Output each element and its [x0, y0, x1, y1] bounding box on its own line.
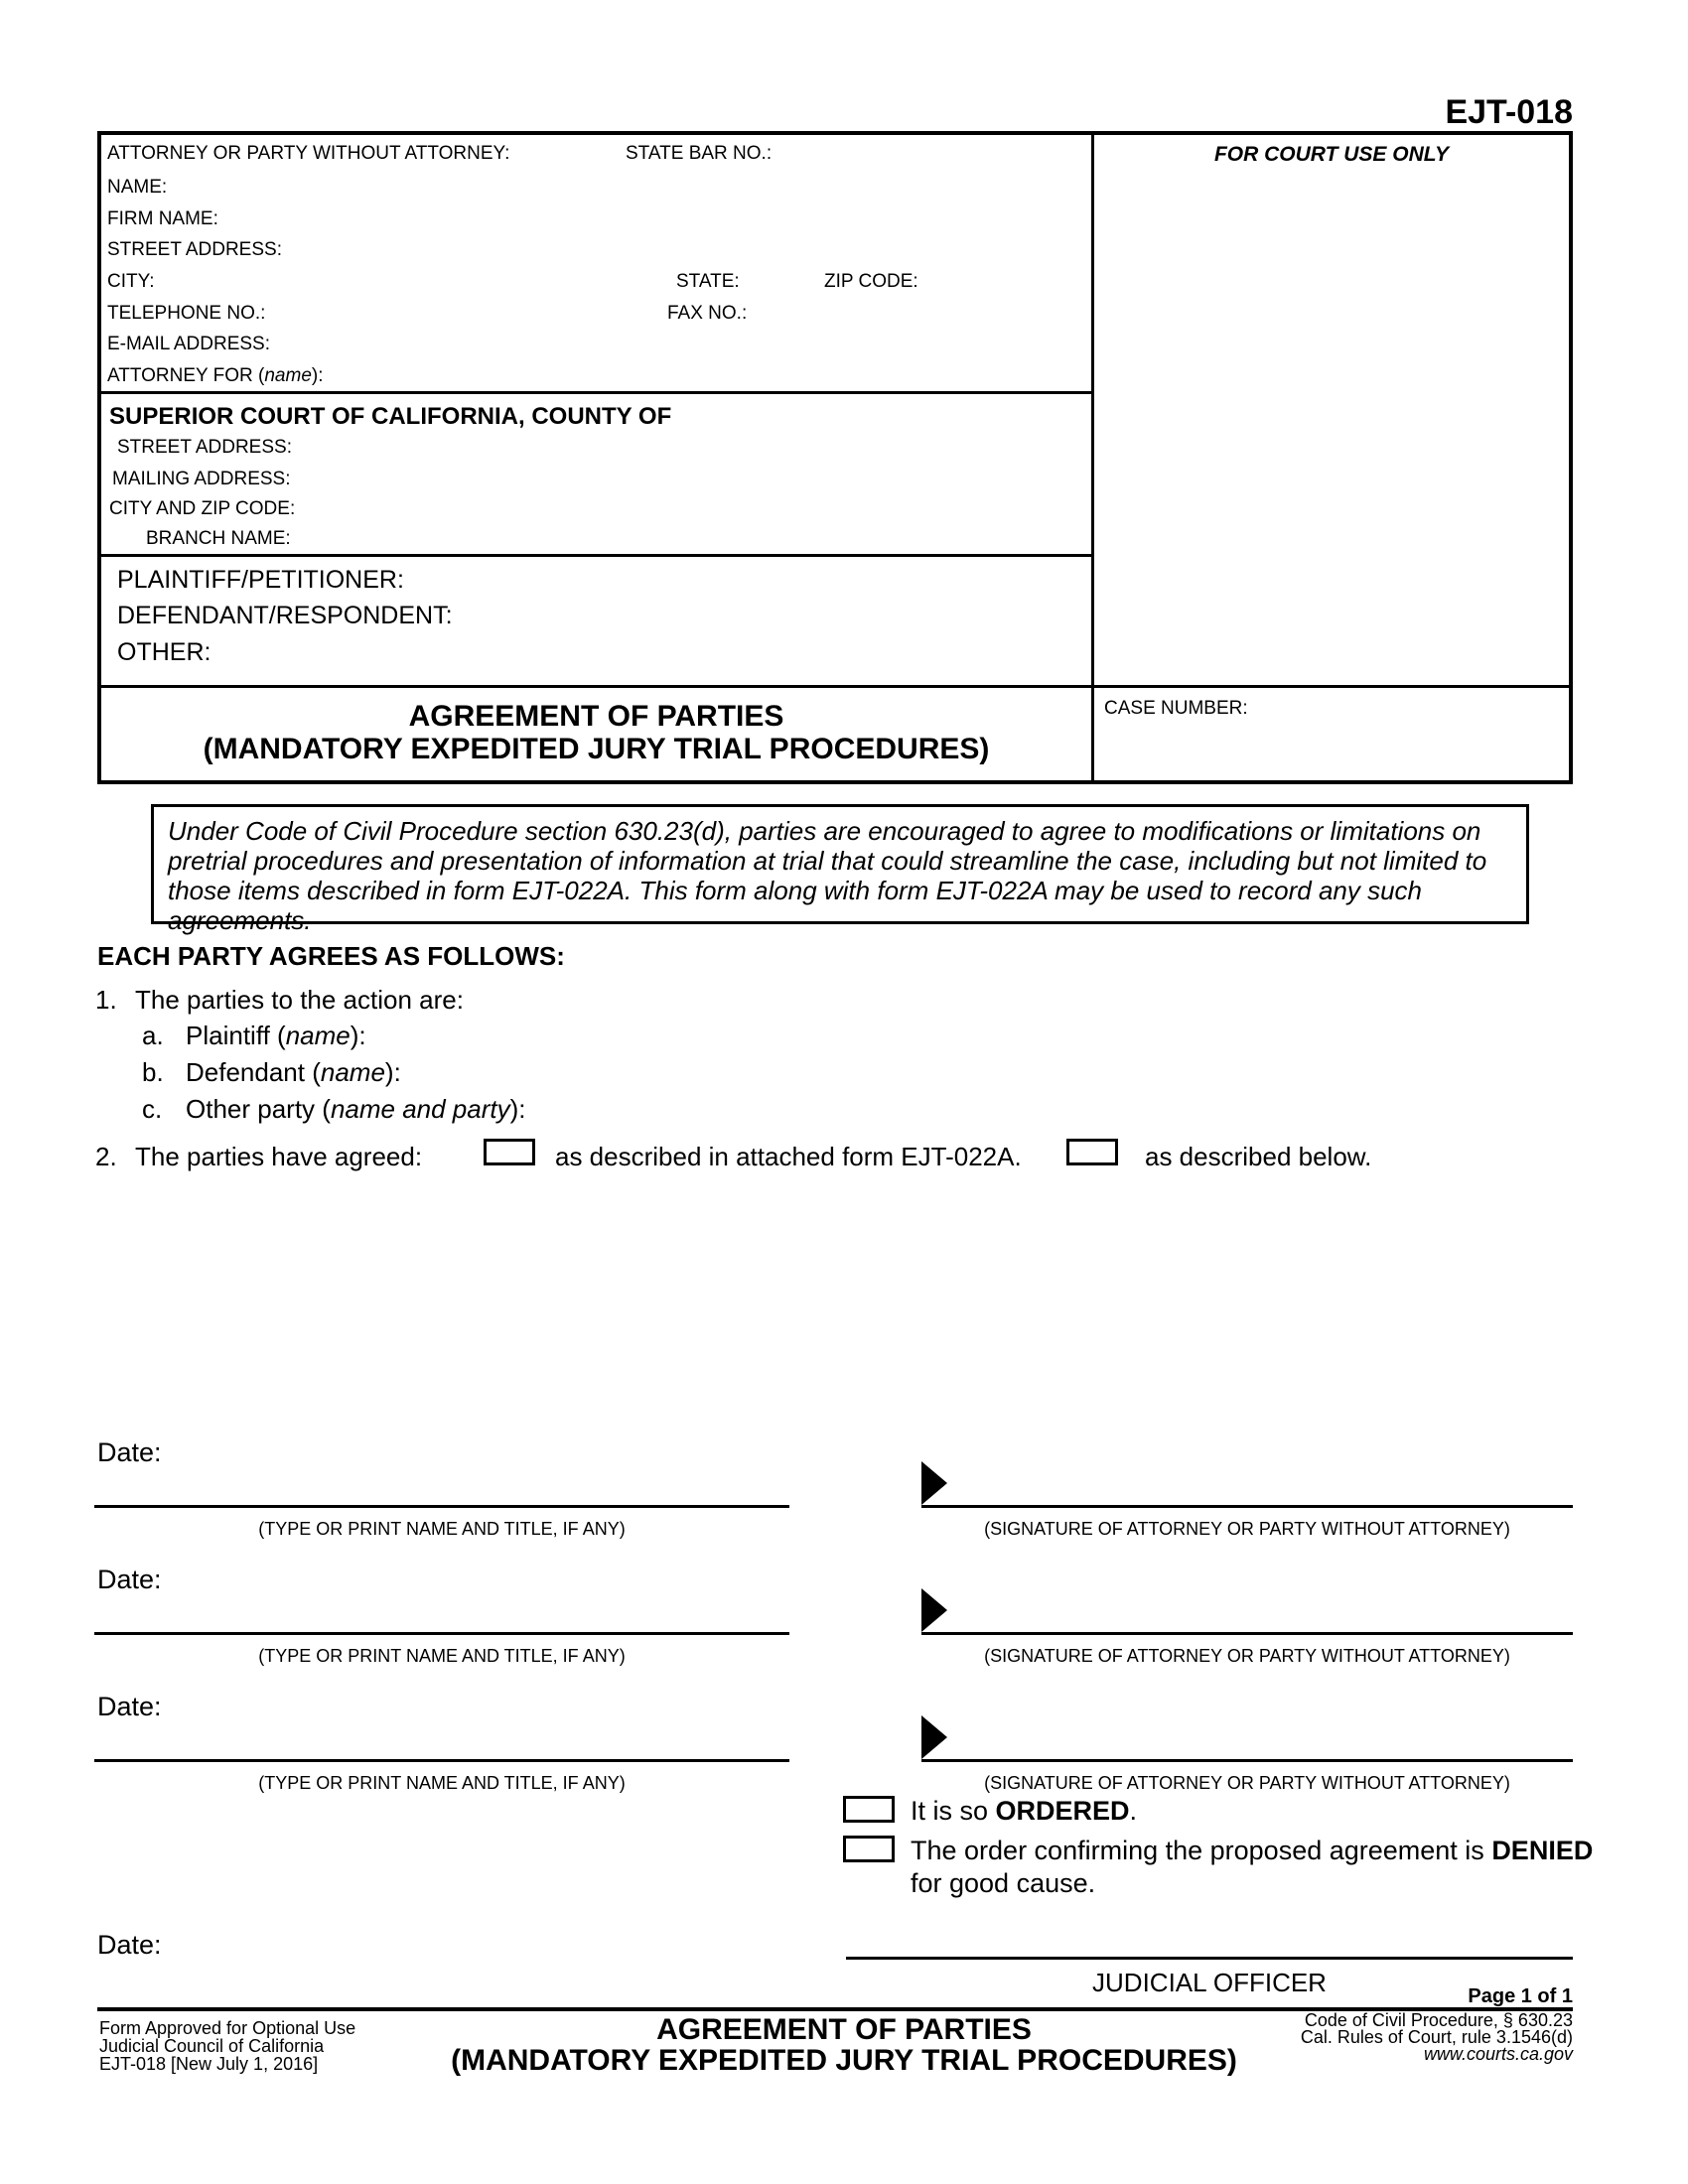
- date-label: Date:: [97, 1565, 162, 1594]
- item-1a-text: Plaintiff (name):: [186, 1021, 366, 1050]
- footer-approval-line3: EJT-018 [New July 1, 2016]: [99, 2054, 319, 2074]
- signature-row-2: [0, 1565, 1688, 1692]
- state-bar-label: STATE BAR NO.:: [626, 143, 773, 164]
- item-1-text: The parties to the action are:: [135, 985, 464, 1015]
- footer-approval-block: [99, 2019, 355, 2073]
- signature-line[interactable]: [921, 1759, 1573, 1762]
- footer-title-line2: (MANDATORY EXPEDITED JURY TRIAL PROCEDURES): [451, 2044, 1237, 2077]
- judicial-officer-label: JUDICIAL OFFICER: [1092, 1968, 1327, 1997]
- defendant-label: DEFENDANT/RESPONDENT:: [117, 602, 453, 629]
- court-mailing-label: MAILING ADDRESS:: [112, 469, 291, 489]
- firm-name-label: FIRM NAME:: [107, 208, 218, 229]
- date-label: Date:: [97, 1437, 162, 1467]
- state-label: STATE:: [676, 271, 740, 292]
- signature-arrow-icon: [921, 1588, 947, 1632]
- name-line-caption: (TYPE OR PRINT NAME AND TITLE, IF ANY): [258, 1646, 626, 1666]
- ordered-label: It is so ORDERED.: [911, 1796, 1138, 1826]
- signature-line[interactable]: [921, 1632, 1573, 1635]
- case-number-section: [1094, 688, 1569, 780]
- footer-website: www.courts.ca.gov: [1423, 2044, 1573, 2064]
- footer-citation-block: [1076, 2012, 1573, 2063]
- item-1a-letter: a.: [142, 1021, 164, 1050]
- item-2-option2-label: as described below.: [1145, 1142, 1372, 1171]
- city-label: CITY:: [107, 271, 155, 292]
- item-2-option1-label: as described in attached form EJT-022A.: [555, 1142, 1022, 1171]
- agreement-heading: EACH PARTY AGREES AS FOLLOWS:: [97, 941, 565, 971]
- footer-approval-line1: Form Approved for Optional Use: [99, 2018, 356, 2038]
- ejt022a-checkbox[interactable]: [484, 1139, 535, 1165]
- ordered-checkbox[interactable]: [843, 1796, 895, 1823]
- form-title-line1: AGREEMENT OF PARTIES: [408, 700, 784, 733]
- signature-line-caption: (SIGNATURE OF ATTORNEY OR PARTY WITHOUT ATTORNEY): [984, 1773, 1510, 1793]
- zip-code-label: ZIP CODE:: [824, 271, 918, 292]
- court-use-section: [1094, 135, 1569, 688]
- form-title-line2: (MANDATORY EXPEDITED JURY TRIAL PROCEDURES): [203, 733, 990, 765]
- footer-citation-line1: Code of Civil Procedure, § 630.23: [1304, 2010, 1573, 2030]
- name-line[interactable]: [94, 1632, 789, 1635]
- signature-row-1: [0, 1437, 1688, 1565]
- name-line[interactable]: [94, 1759, 789, 1762]
- fax-label: FAX NO.:: [667, 303, 748, 324]
- described-below-checkbox[interactable]: [1066, 1139, 1118, 1165]
- name-line-caption: (TYPE OR PRINT NAME AND TITLE, IF ANY): [258, 1773, 626, 1793]
- item-1-number: 1.: [95, 985, 117, 1015]
- name-line[interactable]: [94, 1505, 789, 1508]
- denied-label-line1: The order confirming the proposed agreement is DENIED: [911, 1836, 1594, 1865]
- caption-box: [97, 131, 1573, 784]
- denied-checkbox[interactable]: [843, 1836, 895, 1862]
- court-section: [101, 394, 1094, 557]
- street-address-label: STREET ADDRESS:: [107, 239, 282, 260]
- item-1b: [142, 1057, 401, 1088]
- attorney-party-label: ATTORNEY OR PARTY WITHOUT ATTORNEY:: [107, 143, 510, 164]
- signature-line[interactable]: [921, 1505, 1573, 1508]
- telephone-label: TELEPHONE NO.:: [107, 303, 266, 324]
- item-1b-text: Defendant (name):: [186, 1057, 401, 1087]
- superior-court-title: SUPERIOR COURT OF CALIFORNIA, COUNTY OF: [109, 403, 672, 430]
- page-number: Page 1 of 1: [1468, 1985, 1573, 2007]
- form-number: EJT-018: [1445, 93, 1573, 131]
- notice-text: Under Code of Civil Procedure section 630.23(d), parties are encouraged to agree to modifications or limitations on pretrial procedures and presentation of information at trial that could streamline the case, including but not limited to those items described in form EJT-022A. This form along with form EJT-022A may be used to record any such agreements.: [168, 816, 1487, 935]
- judge-date-label: Date:: [97, 1930, 162, 1960]
- footer-title-line1: AGREEMENT OF PARTIES: [656, 2013, 1032, 2046]
- item-1c-letter: c.: [142, 1094, 163, 1124]
- name-line-caption: (TYPE OR PRINT NAME AND TITLE, IF ANY): [258, 1519, 626, 1539]
- signature-line-caption: (SIGNATURE OF ATTORNEY OR PARTY WITHOUT ATTORNEY): [984, 1646, 1510, 1666]
- other-label: OTHER:: [117, 638, 211, 666]
- signature-arrow-icon: [921, 1461, 947, 1505]
- court-street-label: STREET ADDRESS:: [117, 437, 292, 458]
- court-branch-label: BRANCH NAME:: [146, 528, 291, 549]
- name-label: NAME:: [107, 177, 168, 198]
- date-label: Date:: [97, 1692, 162, 1721]
- notice-box: [151, 804, 1529, 935]
- item-1c-text: Other party (name and party):: [186, 1094, 526, 1124]
- item-2-text: The parties have agreed:: [135, 1142, 423, 1171]
- footer-approval-line2: Judicial Council of California: [99, 2036, 325, 2056]
- plaintiff-label: PLAINTIFF/PETITIONER:: [117, 566, 404, 594]
- attorney-section: [101, 135, 1094, 394]
- signature-arrow-icon: [921, 1715, 947, 1759]
- item-1: [95, 985, 464, 1016]
- court-city-zip-label: CITY AND ZIP CODE:: [109, 498, 296, 519]
- footer-citation-line2: Cal. Rules of Court, rule 3.1546(d): [1300, 2027, 1573, 2047]
- parties-section: [101, 557, 1094, 688]
- signature-line-caption: (SIGNATURE OF ATTORNEY OR PARTY WITHOUT ATTORNEY): [984, 1519, 1510, 1539]
- form-title-section: [101, 688, 1094, 780]
- denied-label-line2: for good cause.: [911, 1868, 1096, 1898]
- email-label: E-MAIL ADDRESS:: [107, 334, 271, 354]
- item-1c: [142, 1094, 526, 1125]
- judicial-officer-line[interactable]: [846, 1957, 1573, 1960]
- attorney-for-label: ATTORNEY FOR (name):: [107, 365, 324, 386]
- item-2: [95, 1142, 422, 1172]
- item-2-number: 2.: [95, 1142, 117, 1171]
- item-1a: [142, 1021, 366, 1051]
- item-1b-letter: b.: [142, 1057, 164, 1087]
- case-number-label: CASE NUMBER:: [1104, 698, 1248, 719]
- court-use-label: FOR COURT USE ONLY: [1213, 143, 1450, 166]
